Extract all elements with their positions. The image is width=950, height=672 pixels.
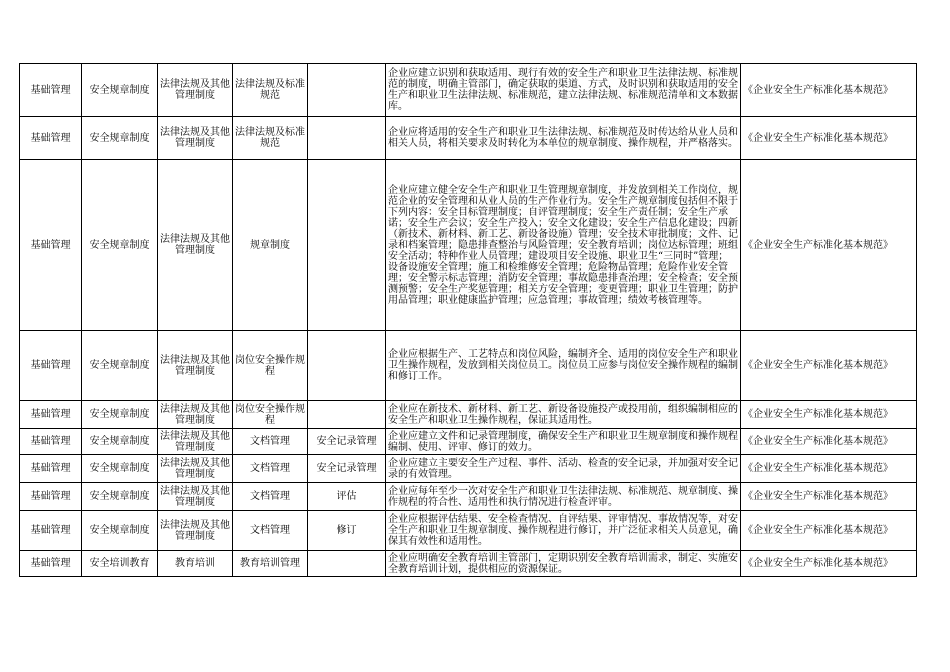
content-cell: 企业应每年至少一次对安全生产和职业卫生法律法规、标准规范、规章制度、操作规程的符合性、适用性和执行情况进行检查评审。 <box>386 483 741 511</box>
item-cell: 法律法规及其他管理制度 <box>158 511 233 551</box>
table-row <box>20 331 917 401</box>
content-cell: 企业应建立文件和记录管理制度，确保安全生产和职业卫生规章制度和操作规程编制、使用、评审、修订的效力。 <box>386 429 741 455</box>
standards-table <box>19 63 917 577</box>
subitem-cell: 文档管理 <box>233 429 308 455</box>
subitem-cell: 岗位安全操作规程 <box>233 331 308 401</box>
item-cell: 法律法规及其他管理制度 <box>158 64 233 117</box>
subcategory-cell: 安全规章制度 <box>82 401 158 429</box>
source-cell: 《企业安全生产标准化基本规范》 <box>741 429 917 455</box>
subcategory-cell: 安全规章制度 <box>82 64 158 117</box>
subcategory-cell: 安全规章制度 <box>82 455 158 483</box>
category-cell: 基础管理 <box>20 117 82 160</box>
table-row <box>20 551 917 577</box>
table-row <box>20 117 917 160</box>
subcategory-cell: 安全规章制度 <box>82 160 158 331</box>
table-row <box>20 483 917 511</box>
source-cell: 《企业安全生产标准化基本规范》 <box>741 64 917 117</box>
subcategory-cell: 安全规章制度 <box>82 117 158 160</box>
content-cell: 企业应根据生产、工艺特点和岗位风险，编制齐全、适用的岗位安全生产和职业卫生操作规程，发放到相关岗位员工。岗位员工应参与岗位安全操作规程的编制和修订工作。 <box>386 331 741 401</box>
subitem-cell: 法律法规及标准规范 <box>233 117 308 160</box>
content-cell: 企业应根据评估结果、安全检查情况、自评结果、评审情况、事故情况等，对安全生产和职业卫生规章制度、操作规程进行修订，并广泛征求相关人员意见，确保其有效性和适用性。 <box>386 511 741 551</box>
detail-cell <box>308 64 386 117</box>
item-cell: 法律法规及其他管理制度 <box>158 429 233 455</box>
detail-cell: 评估 <box>308 483 386 511</box>
category-cell: 基础管理 <box>20 511 82 551</box>
detail-cell <box>308 401 386 429</box>
source-cell: 《企业安全生产标准化基本规范》 <box>741 551 917 577</box>
content-cell: 企业应明确安全教育培训主管部门，定期识别安全教育培训需求，制定、实施安全教育培训计划，提供相应的资源保证。 <box>386 551 741 577</box>
detail-cell <box>308 331 386 401</box>
source-cell: 《企业安全生产标准化基本规范》 <box>741 117 917 160</box>
detail-cell: 修订 <box>308 511 386 551</box>
subitem-cell: 文档管理 <box>233 455 308 483</box>
category-cell: 基础管理 <box>20 551 82 577</box>
content-cell: 企业应建立识别和获取适用、现行有效的安全生产和职业卫生法律法规、标准规范的制度，明确主管部门，确定获取的渠道、方式，及时识别和获取适用的安全生产和职业卫生法律法规、标准规范，建立法律法规、标准规范清单和文本数据库。 <box>386 64 741 117</box>
item-cell: 法律法规及其他管理制度 <box>158 160 233 331</box>
detail-cell: 安全记录管理 <box>308 429 386 455</box>
content-cell: 企业应建立主要安全生产过程、事件、活动、检查的安全记录，并加强对安全记录的有效管理。 <box>386 455 741 483</box>
detail-cell <box>308 117 386 160</box>
content-cell: 企业应在新技术、新材料、新工艺、新设备设施投产或投用前，组织编制相应的安全生产和职业卫生操作规程，保证其适用性。 <box>386 401 741 429</box>
source-cell: 《企业安全生产标准化基本规范》 <box>741 401 917 429</box>
detail-cell <box>308 160 386 331</box>
source-cell: 《企业安全生产标准化基本规范》 <box>741 331 917 401</box>
source-cell: 《企业安全生产标准化基本规范》 <box>741 160 917 331</box>
source-cell: 《企业安全生产标准化基本规范》 <box>741 455 917 483</box>
subitem-cell: 法律法规及标准规范 <box>233 64 308 117</box>
source-cell: 《企业安全生产标准化基本规范》 <box>741 483 917 511</box>
category-cell: 基础管理 <box>20 401 82 429</box>
subcategory-cell: 安全规章制度 <box>82 331 158 401</box>
table-row <box>20 455 917 483</box>
item-cell: 法律法规及其他管理制度 <box>158 401 233 429</box>
subcategory-cell: 安全培训教育 <box>82 551 158 577</box>
content-cell: 企业应将适用的安全生产和职业卫生法律法规、标准规范及时传达给从业人员和相关人员，将相关要求及时转化为本单位的规章制度、操作规程，并严格落实。 <box>386 117 741 160</box>
subitem-cell: 文档管理 <box>233 483 308 511</box>
table-row <box>20 401 917 429</box>
item-cell: 法律法规及其他管理制度 <box>158 455 233 483</box>
category-cell: 基础管理 <box>20 429 82 455</box>
subitem-cell: 岗位安全操作规程 <box>233 401 308 429</box>
category-cell: 基础管理 <box>20 64 82 117</box>
subcategory-cell: 安全规章制度 <box>82 483 158 511</box>
subitem-cell: 文档管理 <box>233 511 308 551</box>
category-cell: 基础管理 <box>20 483 82 511</box>
category-cell: 基础管理 <box>20 331 82 401</box>
subcategory-cell: 安全规章制度 <box>82 511 158 551</box>
item-cell: 法律法规及其他管理制度 <box>158 483 233 511</box>
item-cell: 法律法规及其他管理制度 <box>158 117 233 160</box>
detail-cell <box>308 551 386 577</box>
detail-cell: 安全记录管理 <box>308 455 386 483</box>
content-cell: 企业应建立健全安全生产和职业卫生管理规章制度，并发放到相关工作岗位，规范企业的安全管理和从业人员的生产作业行为。安全生产规章制度包括但不限于下列内容：安全目标管理制度；自评管理制度；安全生产责任制；安全生产承诺；安全生产会议；安全生产投入；安全文化建设；安全生产信息化建设；四新（新技术、新材料、新工艺、新设备设施）管理；安全技术审批制度；文件、记录和档案管理；隐患排查整治与风险管理；安全教育培训；岗位达标管理；班组安全活动；特种作业人员管理；建设项目安全设施、职业卫生“三同时”管理；设备设施安全管理；施工和检维修安全管理；危险物品管理；危险作业安全管理；安全警示标志管理；消防安全管理；事故隐患排查治理；安全检查；安全预测预警；安全生产奖惩管理；相关方安全管理；变更管理；职业卫生管理；防护用品管理；职业健康监护管理；应急管理；事故管理；绩效考核管理等。 <box>386 160 741 331</box>
category-cell: 基础管理 <box>20 160 82 331</box>
subitem-cell: 教育培训管理 <box>233 551 308 577</box>
table-row <box>20 511 917 551</box>
item-cell: 法律法规及其他管理制度 <box>158 331 233 401</box>
category-cell: 基础管理 <box>20 455 82 483</box>
subitem-cell: 规章制度 <box>233 160 308 331</box>
source-cell: 《企业安全生产标准化基本规范》 <box>741 511 917 551</box>
table-row <box>20 64 917 117</box>
table-row <box>20 429 917 455</box>
subcategory-cell: 安全规章制度 <box>82 429 158 455</box>
item-cell: 教育培训 <box>158 551 233 577</box>
table-row <box>20 160 917 331</box>
